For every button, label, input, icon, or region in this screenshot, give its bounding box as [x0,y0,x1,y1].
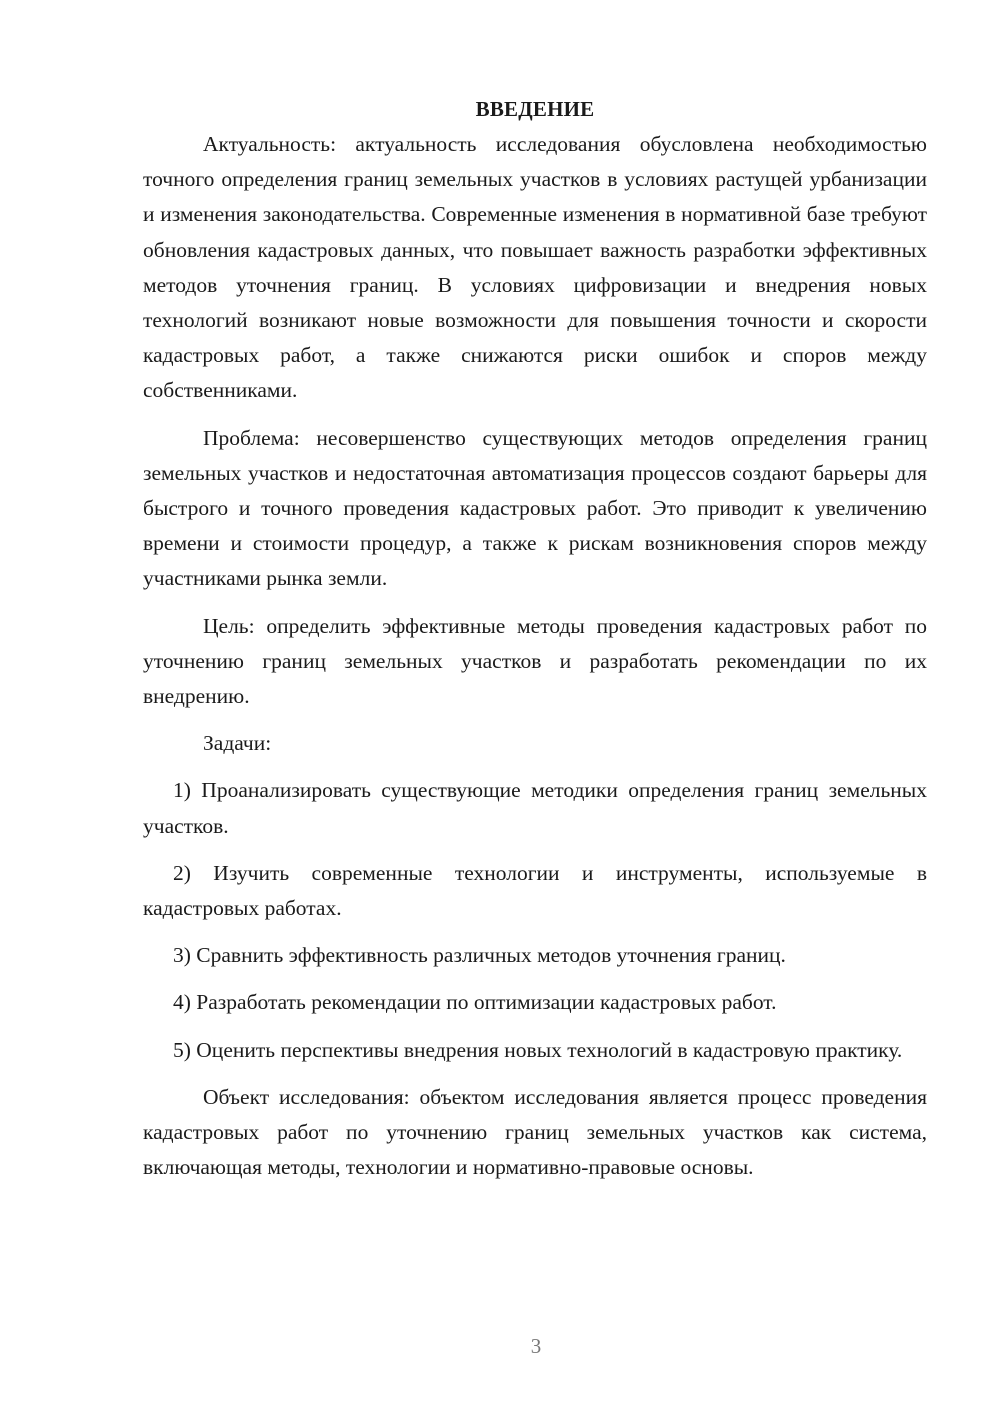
paragraph-object: Объект исследования: объектом исследования является процесс проведения кадастровых работ по уточнению границ земельных участков как система, включающая методы, технологии и нормативно-правовые основы. [143,1084,927,1180]
tasks-label: Задачи: [203,731,272,756]
paragraph-problem: Проблема: несовершенство существующих методов определения границ земельных участков и недостаточная автоматизация процессов создают барьеры для быстрого и точного проведения кадастровых работ. Это приводит к увеличению времени и стоимости процедур, а также к рискам возникновения споров между участниками рынка земли. [143,425,927,591]
task-item-2: 2) Изучить современные технологии и инструменты, используемые в кадастровых работах. [143,860,927,921]
task-item-4: 4) Разработать рекомендации по оптимизации кадастровых работ. [173,990,777,1015]
page-number: 3 [530,1334,542,1358]
task-item-5: 5) Оценить перспективы внедрения новых технологий в кадастровую практику. [173,1037,903,1062]
paragraph-relevance: Актуальность: актуальность исследования обусловлена необходимостью точного определения границ земельных участков в условиях растущей урбанизации и изменения законодательства. Современные изменения в нормативной базе требуют обновления кадастровых данных, что повышает важность разработки эффективных методов уточнения границ. В условиях цифровизации и внедрения новых технологий возникают новые возможности для повышения точности и скорости кадастровых работ, а также снижаются риски ошибок и споров между собственниками. [143,132,927,403]
document-page [143,92,927,1185]
task-item-1: 1) Проанализировать существующие методики определения границ земельных участков. [143,778,927,838]
section-heading: ВВЕДЕНИЕ [475,97,595,121]
task-item-3: 3) Сравнить эффективность различных методов уточнения границ. [173,943,786,968]
paragraph-goal: Цель: определить эффективные методы проведения кадастровых работ по уточнению границ земельных участков и разработать рекомендации по их внедрению. [143,613,927,709]
